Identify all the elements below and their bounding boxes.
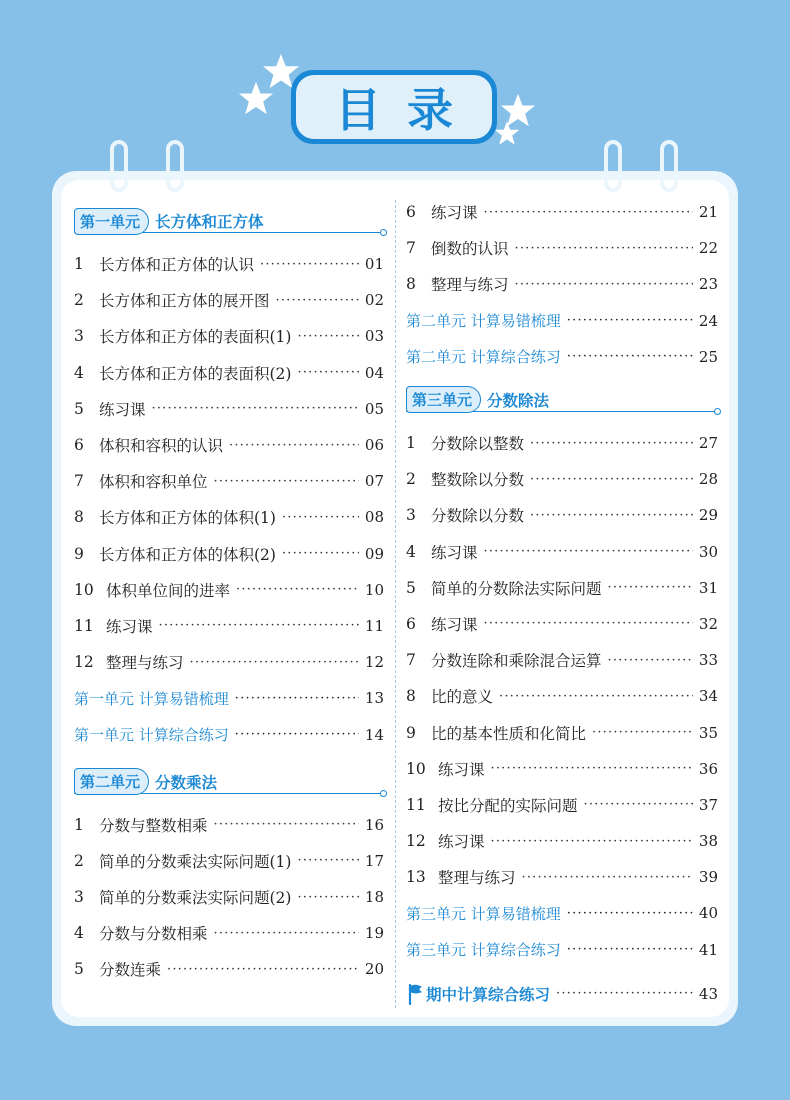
toc-entry[interactable]: 1 分数除以整数 ····· 27: [406, 425, 718, 461]
unit-title: 分数除法: [487, 391, 550, 410]
toc-entry[interactable]: 6 体积和容积的认识 ····· 06: [74, 427, 384, 463]
toc-entry[interactable]: 4 练习课 ····· 30: [406, 534, 718, 570]
toc-left-column: [74, 198, 384, 988]
toc-entry[interactable]: 4 分数与分数相乘 ····· 19: [74, 915, 384, 951]
title-box: [291, 70, 497, 144]
toc-entry[interactable]: 12 整理与练习 ····· 12: [74, 644, 384, 680]
toc-entry-review[interactable]: 第二单元 计算综合练习 ····· 25: [406, 339, 718, 375]
toc-entry[interactable]: 12 练习课 ····· 38: [406, 823, 718, 859]
toc-entry-midterm[interactable]: 期中计算综合练习 ····· 43: [406, 974, 718, 1014]
column-divider: [395, 200, 396, 1008]
unit-badge: 第一单元: [74, 208, 149, 235]
toc-entry[interactable]: 2 长方体和正方体的展开图 ····· 02: [74, 282, 384, 318]
binder-ring-left-2: [166, 140, 184, 192]
toc-entry[interactable]: 7 体积和容积单位 ····· 07: [74, 463, 384, 499]
unit-badge: 第三单元: [406, 386, 481, 413]
unit-header-2: [74, 763, 384, 801]
toc-entry[interactable]: 3 简单的分数乘法实际问题(2) ····· 18: [74, 879, 384, 915]
toc-entry-review[interactable]: 第二单元 计算易错梳理 ····· 24: [406, 303, 718, 339]
toc-entry[interactable]: 11 按比分配的实际问题 ····· 37: [406, 787, 718, 823]
toc-entry[interactable]: 8 比的意义 ····· 34: [406, 678, 718, 714]
toc-entry[interactable]: 9 长方体和正方体的体积(2) ····· 09: [74, 536, 384, 572]
toc-entry-review[interactable]: 第三单元 计算易错梳理 ····· 40: [406, 895, 718, 931]
toc-right-column: [406, 194, 718, 1014]
toc-entry[interactable]: 6 练习课 ····· 21: [406, 194, 718, 230]
toc-entry-review[interactable]: 第一单元 计算易错梳理 ····· 13: [74, 680, 384, 716]
binder-ring-right-1: [604, 140, 622, 192]
toc-entry[interactable]: 11 练习课 ····· 11: [74, 608, 384, 644]
toc-entry[interactable]: 3 分数除以分数 ····· 29: [406, 497, 718, 533]
toc-entry[interactable]: 1 长方体和正方体的认识 ····· 01: [74, 246, 384, 282]
unit-header-3: [406, 381, 718, 419]
toc-entry[interactable]: 7 分数连除和乘除混合运算 ····· 33: [406, 642, 718, 678]
toc-entry[interactable]: 6 练习课 ····· 32: [406, 606, 718, 642]
toc-entry[interactable]: 10 练习课 ····· 36: [406, 751, 718, 787]
unit-title: 长方体和正方体: [155, 213, 264, 231]
toc-entry[interactable]: 13 整理与练习 ····· 39: [406, 859, 718, 895]
star-icon: [494, 120, 520, 146]
binder-ring-right-2: [660, 140, 678, 192]
toc-entry[interactable]: 5 简单的分数除法实际问题 ····· 31: [406, 570, 718, 606]
toc-entry[interactable]: 2 整数除以分数 ····· 28: [406, 461, 718, 497]
unit-badge: 第二单元: [74, 768, 149, 795]
toc-entry[interactable]: 10 体积单位间的进率 ····· 10: [74, 572, 384, 608]
toc-entry-review[interactable]: 第一单元 计算综合练习 ····· 14: [74, 716, 384, 752]
toc-entry[interactable]: 8 整理与练习 ····· 23: [406, 266, 718, 302]
toc-entry[interactable]: 8 长方体和正方体的体积(1) ····· 08: [74, 499, 384, 535]
toc-entry[interactable]: 5 分数连乘 ····· 20: [74, 951, 384, 987]
toc-entry[interactable]: 2 简单的分数乘法实际问题(1) ····· 17: [74, 843, 384, 879]
unit-title: 分数乘法: [155, 773, 218, 792]
toc-entry[interactable]: 1 分数与整数相乘 ····· 16: [74, 807, 384, 843]
toc-entry[interactable]: 4 长方体和正方体的表面积(2) ····· 04: [74, 355, 384, 391]
unit-header-1: [74, 202, 384, 240]
toc-entry[interactable]: 5 练习课 ····· 05: [74, 391, 384, 427]
toc-entry[interactable]: 9 比的基本性质和化简比 ····· 35: [406, 714, 718, 750]
page-title: 目录: [296, 75, 492, 139]
flag-icon: [406, 983, 424, 1005]
toc-entry[interactable]: 3 长方体和正方体的表面积(1) ····· 03: [74, 318, 384, 354]
toc-entry-review[interactable]: 第三单元 计算综合练习 ····· 41: [406, 932, 718, 968]
star-icon: [238, 80, 274, 116]
binder-ring-left-1: [110, 140, 128, 192]
toc-entry[interactable]: 7 倒数的认识 ····· 22: [406, 230, 718, 266]
